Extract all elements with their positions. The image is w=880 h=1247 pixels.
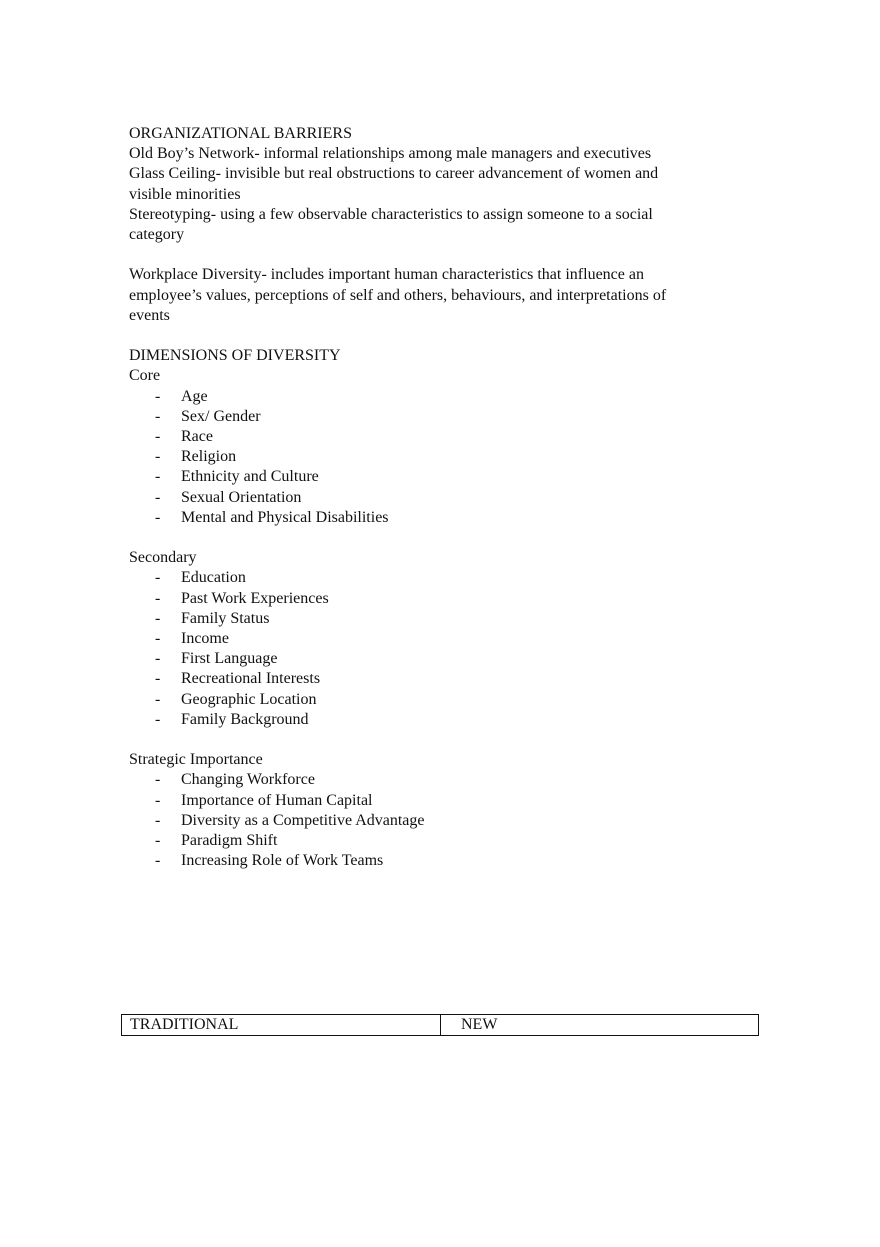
- strategic-list: [129, 770, 729, 871]
- list-item-text: Importance of Human Capital: [181, 791, 373, 809]
- list-item: [129, 508, 729, 528]
- list-item-text: Past Work Experiences: [181, 589, 329, 607]
- secondary-list: [129, 568, 729, 730]
- list-item: [129, 811, 729, 831]
- secondary-label: Secondary: [129, 549, 197, 567]
- comparison-table: [121, 1014, 759, 1036]
- workplace-diversity-line1: Workplace Diversity- includes important human characteristics that influence an: [129, 266, 644, 284]
- list-item-text: Geographic Location: [181, 690, 317, 708]
- spacer: [129, 245, 729, 265]
- bullet-dash: -: [155, 852, 161, 870]
- list-item: [129, 488, 729, 508]
- document-body: [129, 124, 729, 871]
- list-item: [129, 851, 729, 871]
- list-item-text: Sexual Orientation: [181, 488, 302, 506]
- list-item: [129, 669, 729, 689]
- bullet-dash: -: [155, 811, 161, 829]
- bullet-dash: -: [155, 690, 161, 708]
- list-item-text: First Language: [181, 650, 278, 668]
- list-item: [129, 690, 729, 710]
- bullet-dash: -: [155, 407, 161, 425]
- list-item: [129, 629, 729, 649]
- spacer: [129, 326, 729, 346]
- list-item-text: Income: [181, 630, 229, 648]
- glass-ceiling-definition-line2: visible minorities: [129, 185, 241, 203]
- list-item-text: Mental and Physical Disabilities: [181, 508, 389, 526]
- bullet-dash: -: [155, 650, 161, 668]
- list-item-text: Ethnicity and Culture: [181, 468, 319, 486]
- workplace-diversity-line2: employee’s values, perceptions of self and others, behaviours, and interpretations of: [129, 286, 667, 304]
- barriers-heading: ORGANIZATIONAL BARRIERS: [129, 125, 352, 142]
- strategic-label: Strategic Importance: [129, 751, 263, 769]
- list-item: [129, 568, 729, 588]
- bullet-dash: -: [155, 710, 161, 728]
- bullet-dash: -: [155, 589, 161, 607]
- list-item-text: Paradigm Shift: [181, 832, 278, 850]
- list-item-text: Recreational Interests: [181, 670, 321, 688]
- bullet-dash: -: [155, 791, 161, 809]
- list-item: [129, 609, 729, 629]
- list-item: [129, 407, 729, 427]
- list-item-text: Family Status: [181, 609, 270, 627]
- list-item: [129, 427, 729, 447]
- bullet-dash: -: [155, 428, 161, 446]
- spacer: [129, 730, 729, 750]
- list-item: [129, 387, 729, 407]
- list-item: [129, 447, 729, 467]
- list-item: [129, 589, 729, 609]
- dimensions-heading: DIMENSIONS OF DIVERSITY: [129, 347, 341, 365]
- list-item: [129, 467, 729, 487]
- list-item: [129, 791, 729, 811]
- list-item: [129, 770, 729, 790]
- list-item-text: Increasing Role of Work Teams: [181, 852, 384, 870]
- list-item-text: Race: [181, 428, 213, 446]
- core-list: [129, 387, 729, 528]
- bullet-dash: -: [155, 569, 161, 587]
- list-item-text: Family Background: [181, 710, 309, 728]
- bullet-dash: -: [155, 670, 161, 688]
- table-header-traditional: TRADITIONAL: [122, 1015, 441, 1035]
- bullet-dash: -: [155, 508, 161, 526]
- list-item: [129, 710, 729, 730]
- bullet-dash: -: [155, 832, 161, 850]
- list-item: [129, 831, 729, 851]
- workplace-diversity-line3: events: [129, 306, 170, 324]
- core-label: Core: [129, 367, 161, 385]
- bullet-dash: -: [155, 609, 161, 627]
- bullet-dash: -: [155, 771, 161, 789]
- table-header-new: NEW: [461, 1016, 498, 1033]
- list-item-text: Changing Workforce: [181, 771, 315, 789]
- bullet-dash: -: [155, 448, 161, 466]
- glass-ceiling-definition-line1: Glass Ceiling- invisible but real obstructions to career advancement of women and: [129, 165, 659, 183]
- list-item-text: Sex/ Gender: [181, 407, 261, 425]
- list-item-text: Religion: [181, 448, 237, 466]
- spacer: [129, 528, 729, 548]
- list-item-text: Education: [181, 569, 246, 587]
- bullet-dash: -: [155, 630, 161, 648]
- old-boys-network-definition: Old Boy’s Network- informal relationships among male managers and executives: [129, 145, 652, 163]
- list-item: [129, 649, 729, 669]
- stereotyping-definition-line1: Stereotyping- using a few observable characteristics to assign someone to a social: [129, 205, 653, 223]
- stereotyping-definition-line2: category: [129, 226, 185, 244]
- bullet-dash: -: [155, 468, 161, 486]
- list-item-text: Diversity as a Competitive Advantage: [181, 811, 425, 829]
- list-item-text: Age: [181, 387, 208, 405]
- bullet-dash: -: [155, 488, 161, 506]
- bullet-dash: -: [155, 387, 161, 405]
